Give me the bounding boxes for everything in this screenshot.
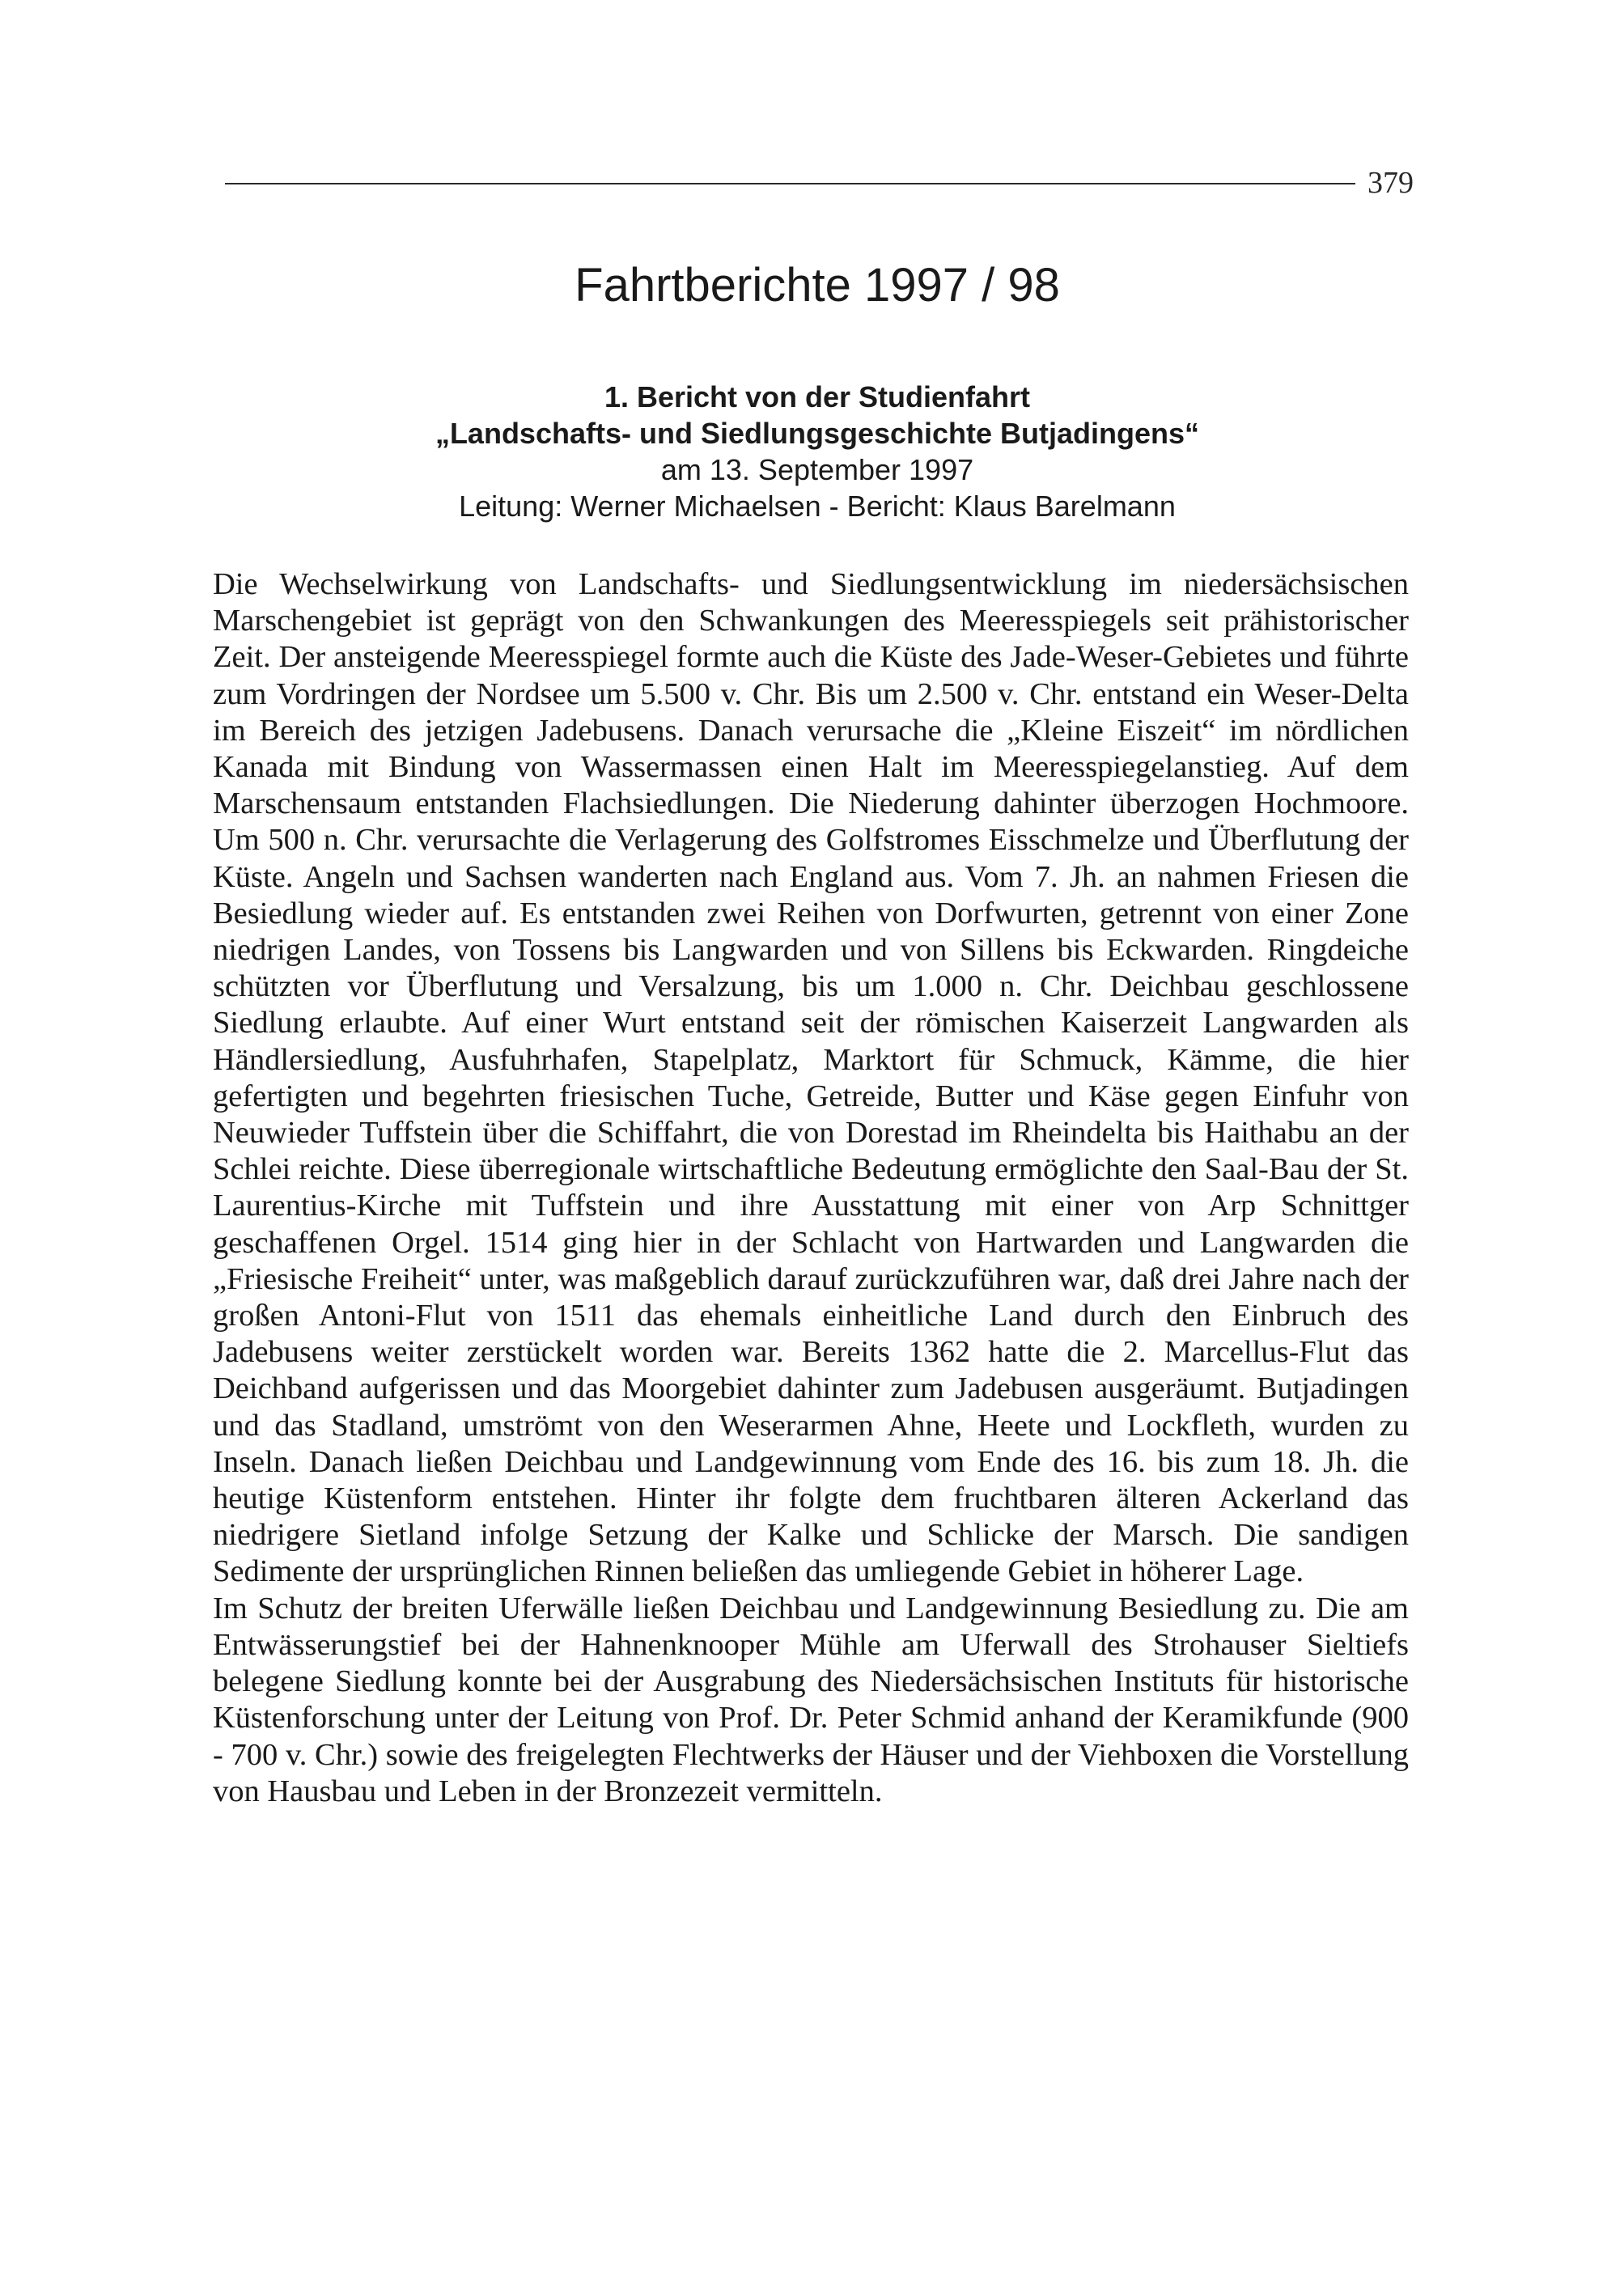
header-rule (225, 183, 1355, 184)
page-number: 379 (1367, 166, 1414, 200)
report-credits: Leitung: Werner Michaelsen - Bericht: Klaus Barelmann (459, 490, 1176, 523)
body-text (213, 566, 1409, 1810)
report-heading-line-2: „Landschafts- und Siedlungsgeschichte Butjadingens“ (435, 417, 1200, 450)
report-heading-line-1: 1. Bericht von der Studienfahrt (604, 380, 1031, 413)
report-heading (225, 379, 1410, 524)
page-title: Fahrtberichte 1997 / 98 (575, 259, 1060, 312)
body-paragraph-2: Im Schutz der breiten Uferwälle ließen Deichbau und Landgewinnung Besiedlung zu. Die am Entwässerungstief bei der Hahnenknooper Mühle am Uferwall des Strohauser Sieltiefs belegene Siedlung konnte bei der Ausgrabung des Niedersächsischen Instituts für historische Küstenforschung unter der Leitung von Prof. Dr. Peter Schmid anhand der Keramikfunde (900 - 700 v. Chr.) sowie des freigelegten Flechtwerks der Häuser und der Viehboxen die Vorstellung von Hausbau und Leben in der Bronzezeit vermitteln. (213, 1591, 1409, 1808)
body-paragraph-1: Die Wechselwirkung von Landschafts- und Siedlungsentwicklung im niedersächsischen Marschengebiet ist geprägt von den Schwankungen des Meeresspiegels seit prähistorischer Zeit. Der ansteigende Meeresspiegel formte auch die Küste des Jade-Weser-Gebietes und führte zum Vordringen der Nordsee um 5.500 v. Chr. Bis um 2.500 v. Chr. entstand ein Weser-Delta im Bereich des jetzigen Jadebusens. Danach verursache die „Kleine Eiszeit“ im nördlichen Kanada mit Bindung von Wassermassen einen Halt im Meeresspiegelanstieg. Auf dem Marschensaum entstanden Flachsiedlungen. Die Niederung dahinter überzogen Hochmoore. Um 500 n. Chr. verursachte die Verlagerung des Golfstromes Eisschmelze und Überflutung der Küste. Angeln und Sachsen wanderten nach England aus. Vom 7. Jh. an nahmen Friesen die Besiedlung wieder auf. Es entstanden zwei Reihen von Dorfwurten, getrennt von einer Zone niedrigen Landes, von Tossens bis Langwarden und von Sillens bis Eckwarden. Ringdeiche schützten vor Überflutung und Versalzung, bis um 1.000 n. Chr. Deichbau geschlossene Siedlung erlaubte. Auf einer Wurt entstand seit der römischen Kaiserzeit Langwarden als Händlersiedlung, Ausfuhrhafen, Stapelplatz, Marktort für Schmuck, Kämme, die hier gefertigten und begehrten friesischen Tuche, Getreide, Butter und Käse gegen Einfuhr von Neuwieder Tuffstein über die Schiffahrt, die von Dorestad im Rheindelta bis Haithabu an der Schlei reichte. Diese überregionale wirtschaftliche Bedeutung ermöglichte den Saal-Bau der St. Laurentius-Kirche mit Tuffstein und ihre Ausstattung mit einer von Arp Schnittger geschaffenen Orgel. 1514 ging hier in der Schlacht von Hartwarden und Langwarden die „Friesische Freiheit“ unter, was maßgeblich darauf zurückzuführen war, daß drei Jahre nach der großen Antoni-Flut von 1511 das ehemals einheitliche Land durch den Einbruch des Jadebusens weiter zerstückelt worden war. Bereits 1362 hatte die 2. Marcellus-Flut das Deichband aufgerissen und das Moorgebiet dahinter zum Jadebusen ausgeräumt. Butjadingen und das Stadland, umströmt von den Weserarmen Ahne, Heete und Lockfleth, wurden zu Inseln. Danach ließen Deichbau und Landgewinnung vom Ende des 16. bis zum 18. Jh. die heutige Küstenform entstehen. Hinter ihr folgte dem fruchtbaren älteren Ackerland das niedrigere Sietland infolge Setzung der Kalke und Schlicke der Marsch. Die sandigen Sedimente der ursprünglichen Rinnen beließen das umliegende Gebiet in höherer Lage. (213, 567, 1409, 1589)
report-date: am 13. September 1997 (660, 453, 974, 486)
